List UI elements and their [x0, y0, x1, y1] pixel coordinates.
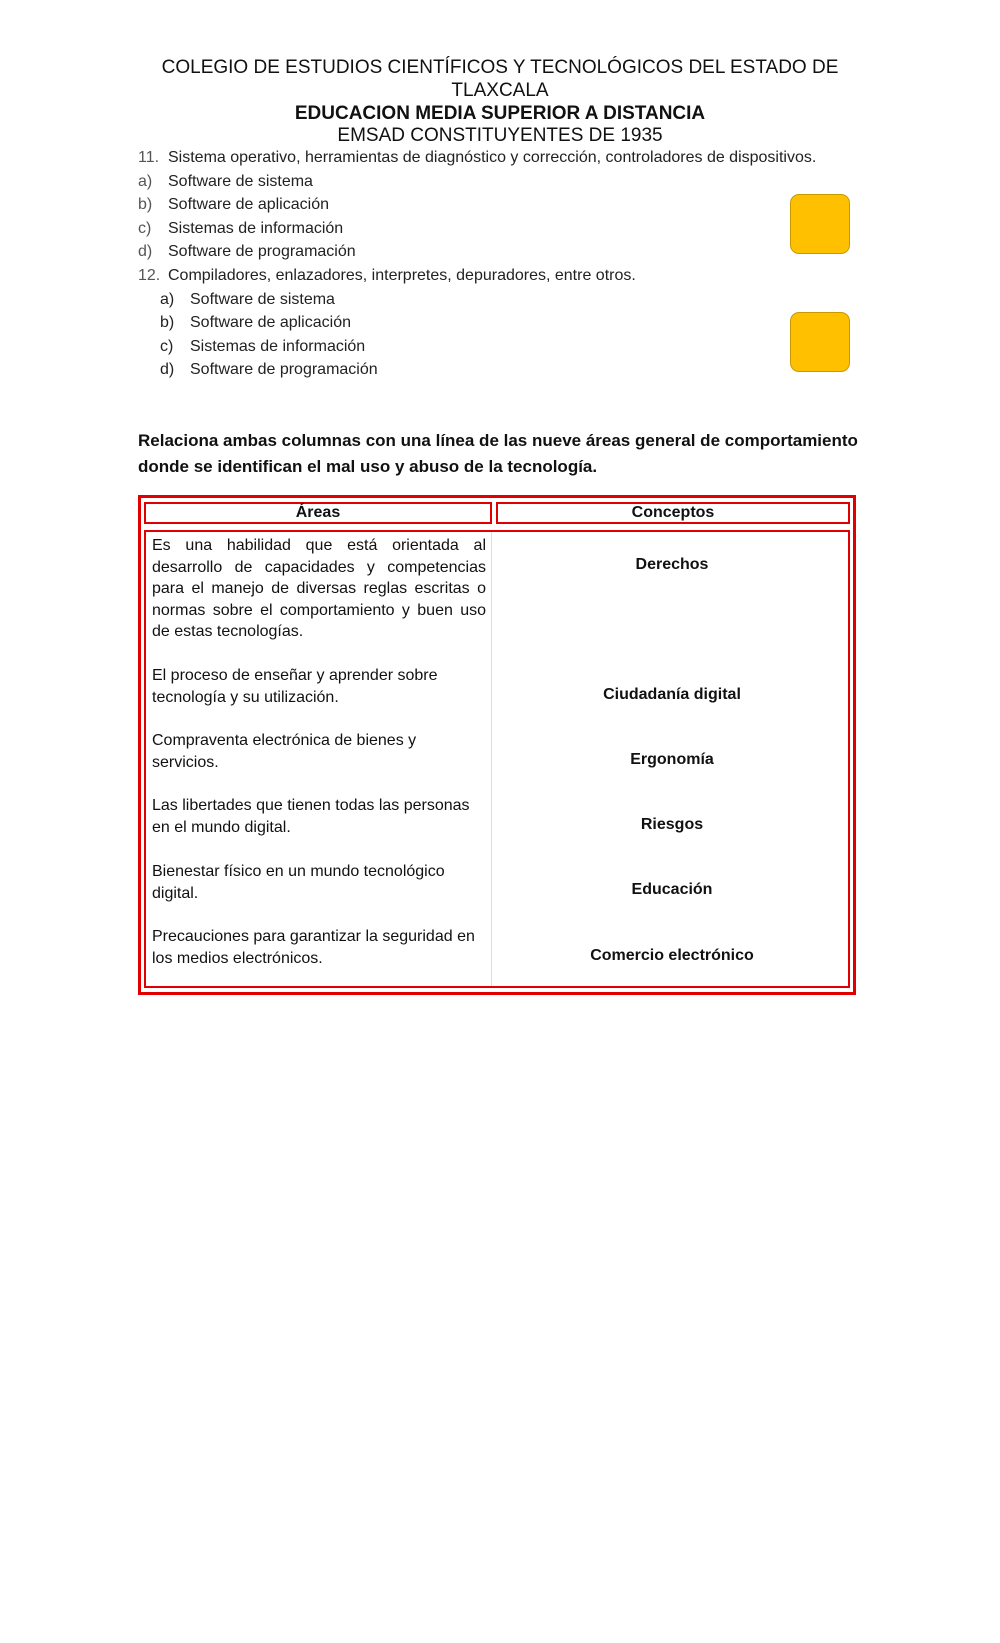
campus-name: EMSAD CONSTITUYENTES DE 1935	[337, 125, 663, 146]
area-item[interactable]: Bienestar físico en un mundo tecnológico digital.	[152, 863, 445, 902]
answer-box-q11[interactable]	[790, 194, 850, 254]
table-body	[144, 530, 850, 988]
area-item[interactable]: El proceso de enseñar y aprender sobre tecnología y su utilización.	[152, 667, 438, 706]
program-title: EDUCACION MEDIA SUPERIOR A DISTANCIA	[294, 103, 706, 124]
header-areas: Áreas	[144, 502, 492, 524]
concept-item[interactable]: Educación	[631, 881, 713, 898]
option-c: c) Sistemas de información	[160, 337, 366, 355]
question-number: 12.	[138, 267, 161, 284]
area-item[interactable]: Compraventa electrónica de bienes y servicios.	[152, 732, 417, 771]
matching-table	[138, 495, 856, 995]
header-conceptos: Conceptos	[496, 502, 850, 524]
option-a: a) Software de sistema	[160, 290, 335, 308]
area-item[interactable]: Es una habilidad que está orientada al desarrollo de capacidades y competencias para el manejo de diversas reglas escritas o normas sobre el comportamiento y buen uso de estas tecnologías.	[152, 537, 486, 640]
question-text: Compiladores, enlazadores, interpretes, depuradores, entre otros.	[168, 267, 636, 284]
option-b: b) Software de aplicación	[138, 196, 329, 213]
area-item[interactable]: Precauciones para garantizar la seguridad en los medios electrónicos.	[152, 928, 475, 967]
concept-item[interactable]: Riesgos	[640, 816, 704, 833]
institution-name-line1: COLEGIO DE ESTUDIOS CIENTÍFICOS Y TECNOLÓGICOS DEL ESTADO DE	[161, 57, 839, 78]
concept-item[interactable]: Ergonomía	[630, 751, 714, 768]
option-c: c) Sistemas de información	[138, 219, 344, 237]
option-d: d) Software de programación	[138, 243, 356, 260]
concept-item[interactable]: Comercio electrónico	[590, 947, 754, 964]
concept-item[interactable]: Derechos	[635, 556, 709, 573]
option-a: a) Software de sistema	[138, 172, 313, 190]
question-text: Sistema operativo, herramientas de diagnóstico y corrección, controladores de dispositivos.	[168, 149, 817, 166]
matching-instruction: Relaciona ambas columnas con una línea de las nueve áreas general de comportamiento donde se identifican el mal uso y abuso de la tecnología.	[138, 431, 858, 476]
question-number: 11.	[138, 149, 160, 166]
question-11	[138, 146, 816, 264]
column-divider	[491, 532, 492, 986]
question-12	[138, 264, 636, 382]
answer-box-q12[interactable]	[790, 312, 850, 372]
option-b: b) Software de aplicación	[160, 314, 351, 331]
question-11-prompt	[138, 146, 816, 170]
institution-name-line2: TLAXCALA	[451, 80, 549, 101]
option-d: d) Software de programación	[160, 361, 378, 378]
question-12-prompt	[138, 264, 636, 288]
area-item[interactable]: Las libertades que tienen todas las personas en el mundo digital.	[152, 797, 470, 836]
document-header	[130, 56, 870, 147]
concept-item[interactable]: Ciudadanía digital	[603, 686, 741, 703]
